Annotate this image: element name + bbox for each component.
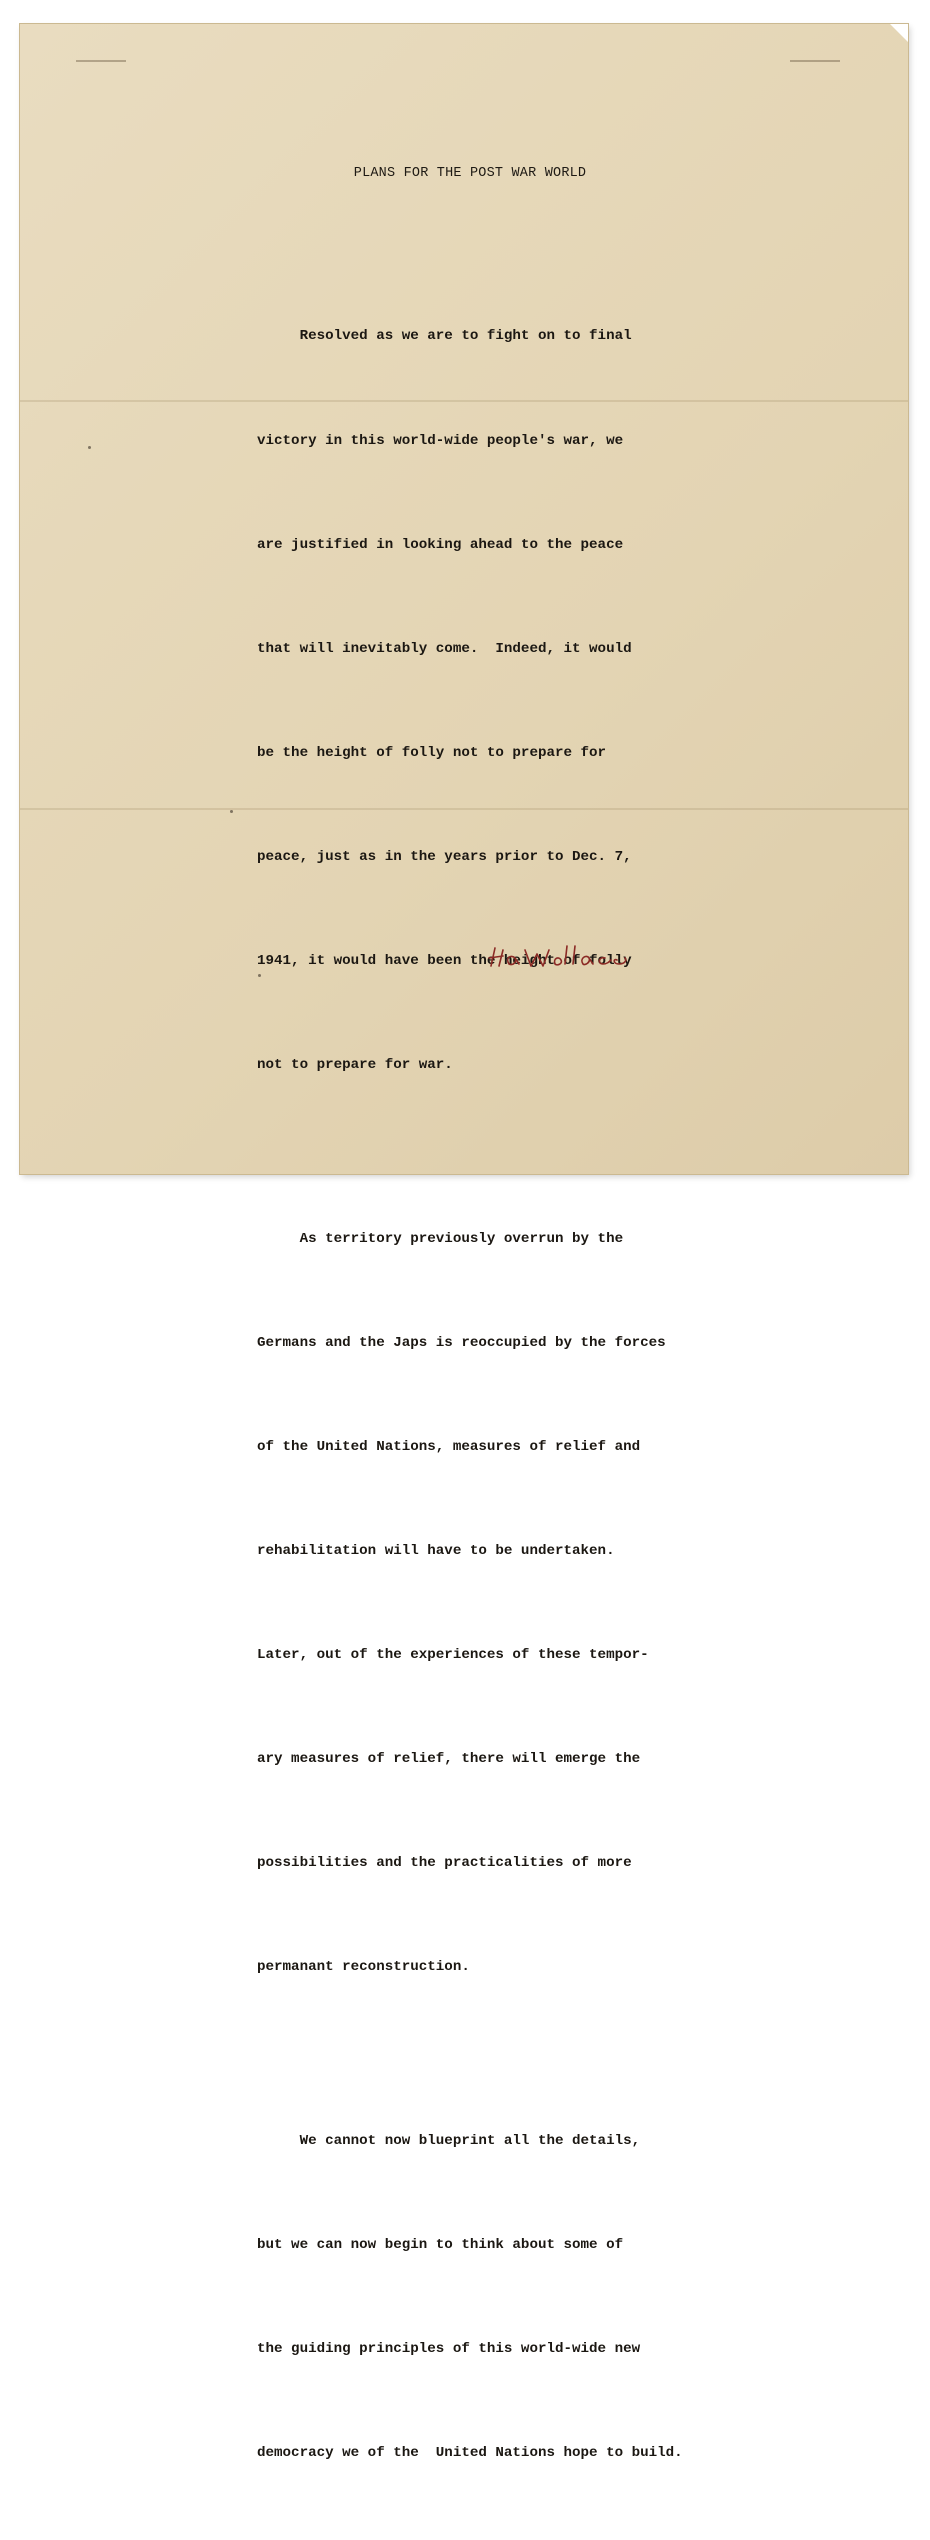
text-line: of the United Nations, measures of relief and bbox=[257, 1438, 641, 1455]
text-line: that will inevitably come. Indeed, it would bbox=[257, 640, 632, 657]
text-line: 1941, it would have been the height of folly bbox=[257, 953, 632, 970]
text-line: As territory previously overrun by the bbox=[257, 1230, 624, 1247]
document-body bbox=[257, 250, 717, 2540]
paper-speck bbox=[258, 974, 261, 977]
text-line: ary measures of relief, there will emerge the bbox=[257, 1751, 641, 1768]
text-line: We cannot now blueprint all the details, bbox=[257, 2132, 641, 2149]
pin-mark-left bbox=[76, 60, 126, 62]
paragraph-1 bbox=[257, 250, 717, 1152]
text-line: not to prepare for war. bbox=[257, 1057, 453, 1074]
text-line: be the height of folly not to prepare for bbox=[257, 744, 607, 761]
paragraph-2 bbox=[257, 1152, 717, 2054]
text-line: the guiding principles of this world-wide new bbox=[257, 2341, 641, 2358]
paragraph-3 bbox=[257, 2055, 717, 2540]
pin-mark-right bbox=[790, 60, 840, 62]
text-line: Resolved as we are to fight on to final bbox=[257, 328, 632, 345]
document-title: PLANS FOR THE POST WAR WORLD bbox=[353, 166, 587, 181]
text-line: democracy we of the United Nations hope to build. bbox=[257, 2445, 683, 2462]
torn-corner bbox=[890, 24, 908, 42]
text-line: Later, out of the experiences of these tempor- bbox=[257, 1647, 649, 1664]
document-page bbox=[20, 24, 908, 2462]
text-line: but we can now begin to think about some of bbox=[257, 2237, 624, 2254]
text-line: rehabilitation will have to be undertaken. bbox=[257, 1543, 615, 1560]
handwritten-signature bbox=[485, 936, 655, 970]
paper-speck bbox=[230, 810, 233, 813]
paper-speck bbox=[88, 446, 91, 449]
text-line: peace, just as in the years prior to Dec. 7, bbox=[257, 848, 632, 865]
text-line: possibilities and the practicalities of more bbox=[257, 1855, 632, 1872]
text-line: Germans and the Japs is reoccupied by the forces bbox=[257, 1334, 666, 1351]
text-line: are justified in looking ahead to the peace bbox=[257, 536, 624, 553]
text-line: permanant reconstruction. bbox=[257, 1959, 470, 1976]
text-line: victory in this world-wide people's war, we bbox=[257, 432, 624, 449]
